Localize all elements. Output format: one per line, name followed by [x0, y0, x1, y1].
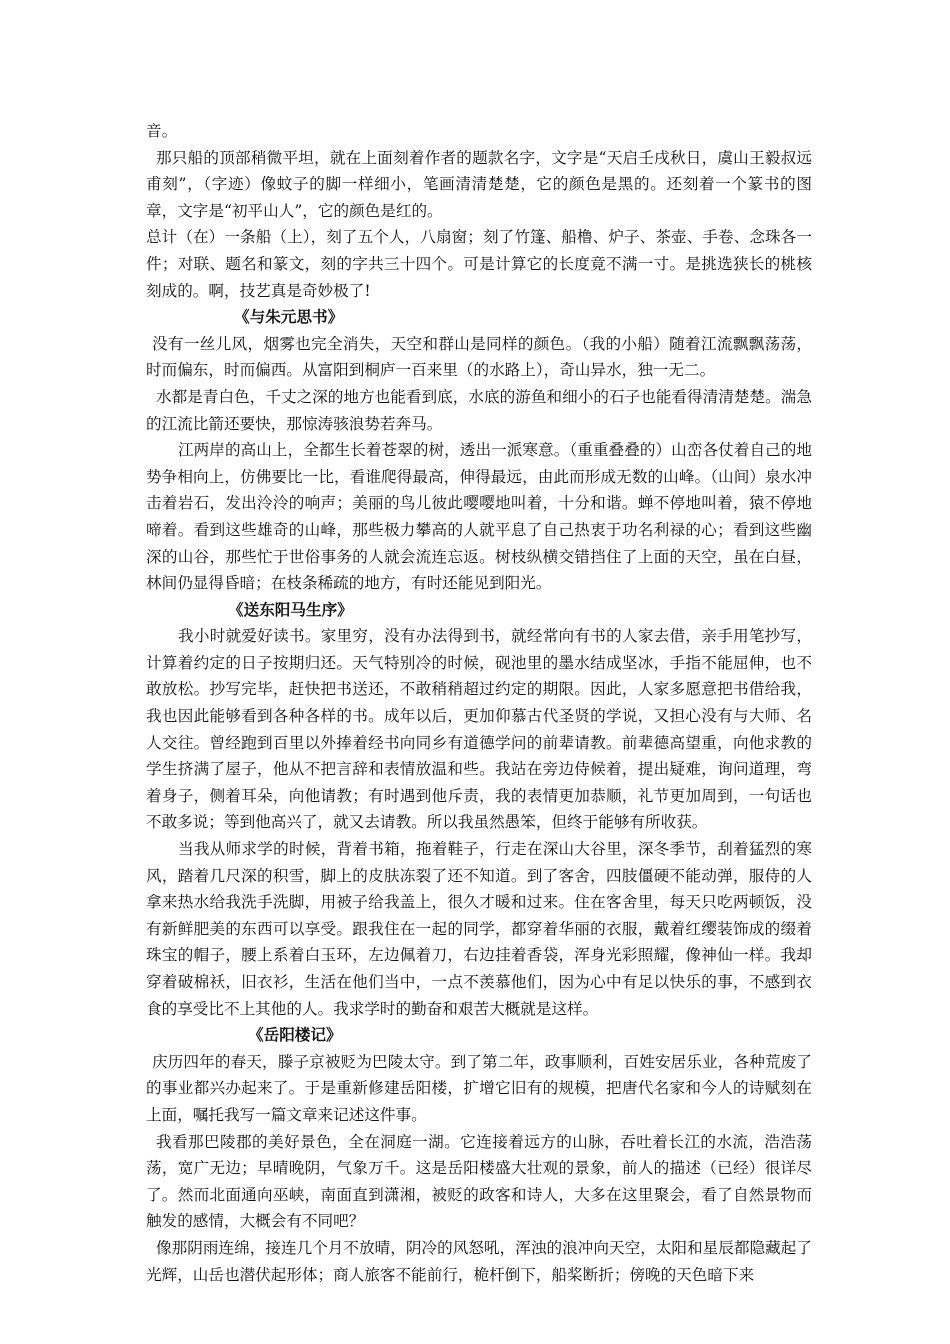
section-title: 《岳阳楼记》 [248, 1025, 342, 1045]
paragraph: 那只船的顶部稍微平坦，就在上面刻着作者的题款名字，文字是“天启壬戌秋日，虞山王毅叔远甫刻”，（字迹）像蚊子的脚一样细小，笔画清清楚楚，它的颜色是黑的。还刻着一个篆书的图章，文字是“初平山人”，它的颜色是红的。 [146, 148, 812, 220]
paragraph: 音。 [146, 122, 178, 140]
section-title: 《与朱元思书》 [234, 307, 344, 327]
paragraph: 江两岸的高山上，全都生长着苍翠的树，透出一派寒意。（重重叠叠的）山峦各仗着自己的地势争相向上，仿佛要比一比，看谁爬得最高，伸得最远，由此而形成无数的山峰。（山间）泉水冲击着岩石，发出泠泠的响声；美丽的鸟儿彼此嘤嘤地叫着，十分和谐。蝉不停地叫着，猿不停地啼着。看到这些雄奇的山峰，那些极力攀高的人就平息了自己热衷于功名利禄的心；看到这些幽深的山谷，那些忙于世俗事务的人就会流连忘返。树枝纵横交错挡住了上面的天空，虽在白昼，林间仍显得昏暗；在枝条稀疏的地方，有时还能见到阳光。 [146, 441, 812, 593]
paragraph: 庆历四年的春天，滕子京被贬为巴陵太守。到了第二年，政事顺利，百姓安居乐业，各种荒废了的事业都兴办起来了。于是重新修建岳阳楼，扩增它旧有的规模，把唐代名家和今人的诗赋刻在上面，嘱托我写一篇文章来记述这件事。 [146, 1052, 812, 1124]
document-page [146, 118, 812, 1288]
paragraph: 像那阴雨连绵，接连几个月不放晴，阴冷的风怒吼，浑浊的浪冲向天空，太阳和星辰都隐藏起了光辉，山岳也潜伏起形体；商人旅客不能前行，桅杆倒下，船桨断折；傍晚的天色暗下来 [146, 1238, 812, 1284]
paragraph: 没有一丝儿风，烟雾也完全消失，天空和群山是同样的颜色。（我的小船）随着江流飘飘荡荡，时而偏东，时而偏西。从富阳到桐庐一百来里（的水路上），奇山异水，独一无二。 [146, 334, 812, 380]
paragraph: 我小时就爱好读书。家里穷，没有办法得到书，就经常向有书的人家去借，亲手用笔抄写，计算着约定的日子按期归还。天气特别冷的时候，砚池里的墨水结成坚冰，手指不能屈伸，也不敢放松。抄写完毕，赶快把书送还，不敢稍稍超过约定的期限。因此，人家多愿意把书借给我，我也因此能够看到各种各样的书。成年以后，更加仰慕古代圣贤的学说，又担心没有与大师、名人交往。曾经跑到百里以外捧着经书向同乡有道德学问的前辈请教。前辈德高望重，向他求教的学生挤满了屋子，他从不把言辞和表情放温和些。我站在旁边侍候着，提出疑难，询问道理，弯着身子，侧着耳朵，向他请教；有时遇到他斥责，我的表情更加恭顺，礼节更加周到，一句话也不敢多说；等到他高兴了，就又去请教。所以我虽然愚笨，但终于能够有所收获。 [146, 627, 812, 832]
paragraph: 水都是青白色，千丈之深的地方也能看到底，水底的游鱼和细小的石子也能看得清清楚楚。湍急的江流比箭还要快，那惊涛骇浪势若奔马。 [146, 387, 812, 433]
section-title: 《送东阳马生序》 [228, 599, 353, 619]
paragraph: 我看那巴陵郡的美好景色，全在洞庭一湖。它连接着远方的山脉，吞吐着长江的水流，浩浩荡荡，宽广无边；早晴晚阴，气象万千。这是岳阳楼盛大壮观的景象，前人的描述（已经）很详尽了。然而北面通向巫峡，南面直到潇湘，被贬的政客和诗人，大多在这里聚会，看了自然景物而触发的感情，大概会有不同吧？ [146, 1132, 812, 1231]
paragraph: 总计（在）一条船（上），刻了五个人，八扇窗；刻了竹篷、船橹、炉子、茶壶、手卷、念珠各一件；对联、题名和篆文，刻的字共三十四个。可是计算它的长度竟不满一寸。是挑选狭长的桃核刻成的。啊，技艺真是奇妙极了! [146, 228, 812, 300]
paragraph: 当我从师求学的时候，背着书箱，拖着鞋子，行走在深山大谷里，深冬季节，刮着猛烈的寒风，踏着几尺深的积雪，脚上的皮肤冻裂了还不知道。到了客舍，四肢僵硬不能动弹，服侍的人拿来热水给我洗手洗脚，用被子给我盖上，很久才暖和过来。住在客舍里，每天只吃两顿饭，没有新鲜肥美的东西可以享受。跟我住在一起的同学，都穿着华丽的衣服，戴着红缨装饰成的缀着珠宝的帽子，腰上系着白玉环，左边佩着刀，右边挂着香袋，浑身光彩照耀，像神仙一样。我却穿着破棉袄，旧衣衫，生活在他们当中，一点不羡慕他们，因为心中有足以快乐的事，不感到衣食的享受比不上其他的人。我求学时的勤奋和艰苦大概就是这样。 [146, 840, 812, 1018]
